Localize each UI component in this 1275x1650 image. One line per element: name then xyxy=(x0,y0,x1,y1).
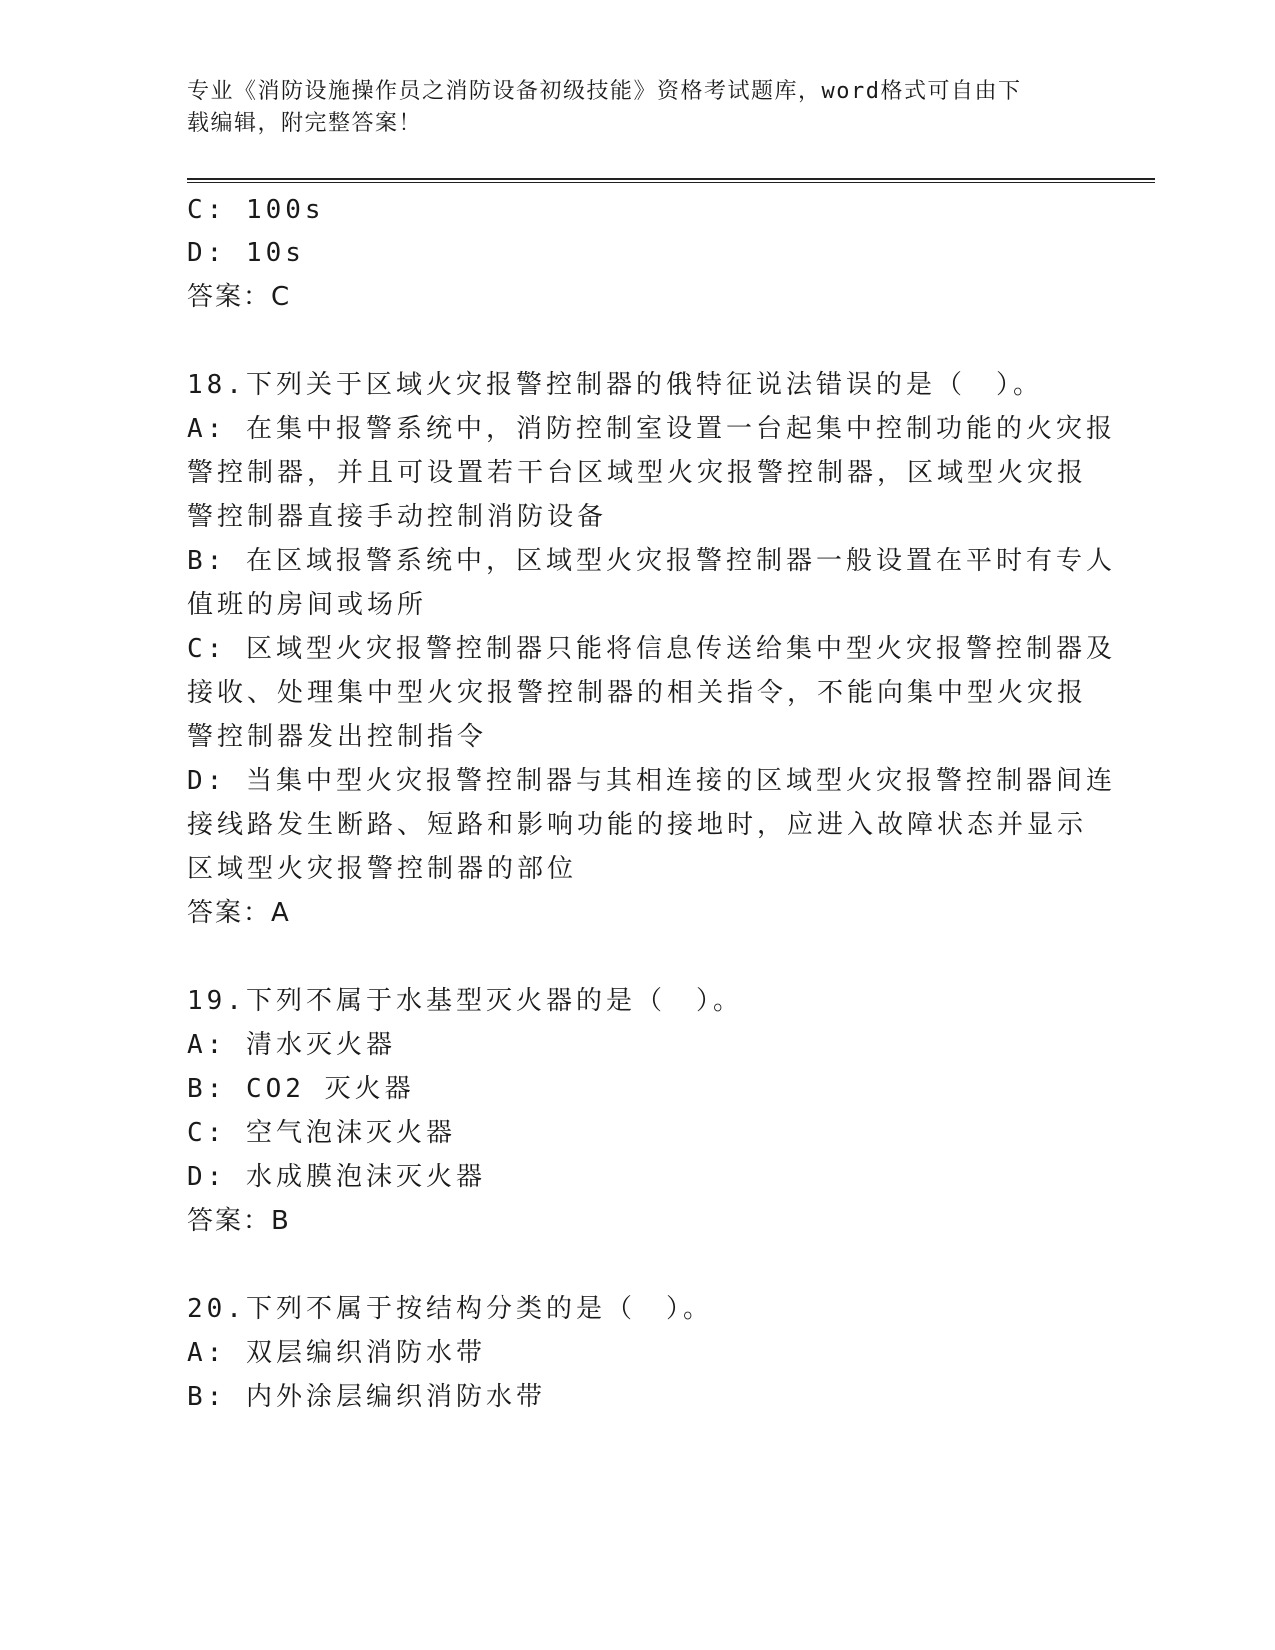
q18-option-c-line-2: 接收、处理集中型火灾报警控制器的相关指令，不能向集中型火灾报 xyxy=(187,678,1088,708)
q18-option-d-line-3: 区域型火灾报警控制器的部位 xyxy=(187,854,578,884)
q18-option-a-line-3: 警控制器直接手动控制消防设备 xyxy=(187,502,608,532)
q17-answer: 答案：C xyxy=(187,282,292,312)
q17-option-d: D: 10s xyxy=(187,238,305,268)
q20-option-a: A: 双层编织消防水带 xyxy=(187,1338,486,1368)
q19-option-a: A: 清水灭火器 xyxy=(187,1030,396,1060)
q18-option-a-line-2: 警控制器，并且可设置若干台区域型火灾报警控制器，区域型火灾报 xyxy=(187,458,1088,488)
document-header xyxy=(187,76,1067,140)
q19-option-c: C: 空气泡沫灭火器 xyxy=(187,1118,456,1148)
q20-stem: 20.下列不属于按结构分类的是（ ）。 xyxy=(187,1294,713,1324)
header-line-2: 载编辑，附完整答案！ xyxy=(187,111,423,136)
q18-option-b-line-1: B: 在区域报警系统中，区域型火灾报警控制器一般设置在平时有专人 xyxy=(187,546,1116,576)
header-divider-thick xyxy=(187,178,1155,180)
header-divider-thin xyxy=(187,182,1155,183)
q18-option-a-line-1: A: 在集中报警系统中，消防控制室设置一台起集中控制功能的火灾报 xyxy=(187,414,1116,444)
header-line-1: 专业《消防设施操作员之消防设备初级技能》资格考试题库，word格式可自由下 xyxy=(187,79,1022,104)
q19-option-b: B: CO2 灭火器 xyxy=(187,1074,415,1104)
q19-stem: 19.下列不属于水基型灭火器的是（ ）。 xyxy=(187,986,743,1016)
q18-option-b-line-2: 值班的房间或场所 xyxy=(187,590,428,620)
q18-option-c-line-1: C: 区域型火灾报警控制器只能将信息传送给集中型火灾报警控制器及 xyxy=(187,634,1116,664)
q18-answer: 答案：A xyxy=(187,898,291,928)
q17-option-c: C: 100s xyxy=(187,195,325,225)
q18-option-c-line-3: 警控制器发出控制指令 xyxy=(187,722,488,752)
q20-option-b: B: 内外涂层编织消防水带 xyxy=(187,1382,546,1412)
q19-answer: 答案：B xyxy=(187,1206,291,1236)
q18-option-d-line-1: D: 当集中型火灾报警控制器与其相连接的区域型火灾报警控制器间连 xyxy=(187,766,1116,796)
q19-option-d: D: 水成膜泡沫灭火器 xyxy=(187,1162,486,1192)
q18-stem: 18.下列关于区域火灾报警控制器的俄特征说法错误的是（ ）。 xyxy=(187,370,1043,400)
q18-option-d-line-2: 接线路发生断路、短路和影响功能的接地时，应进入故障状态并显示 xyxy=(187,810,1088,840)
